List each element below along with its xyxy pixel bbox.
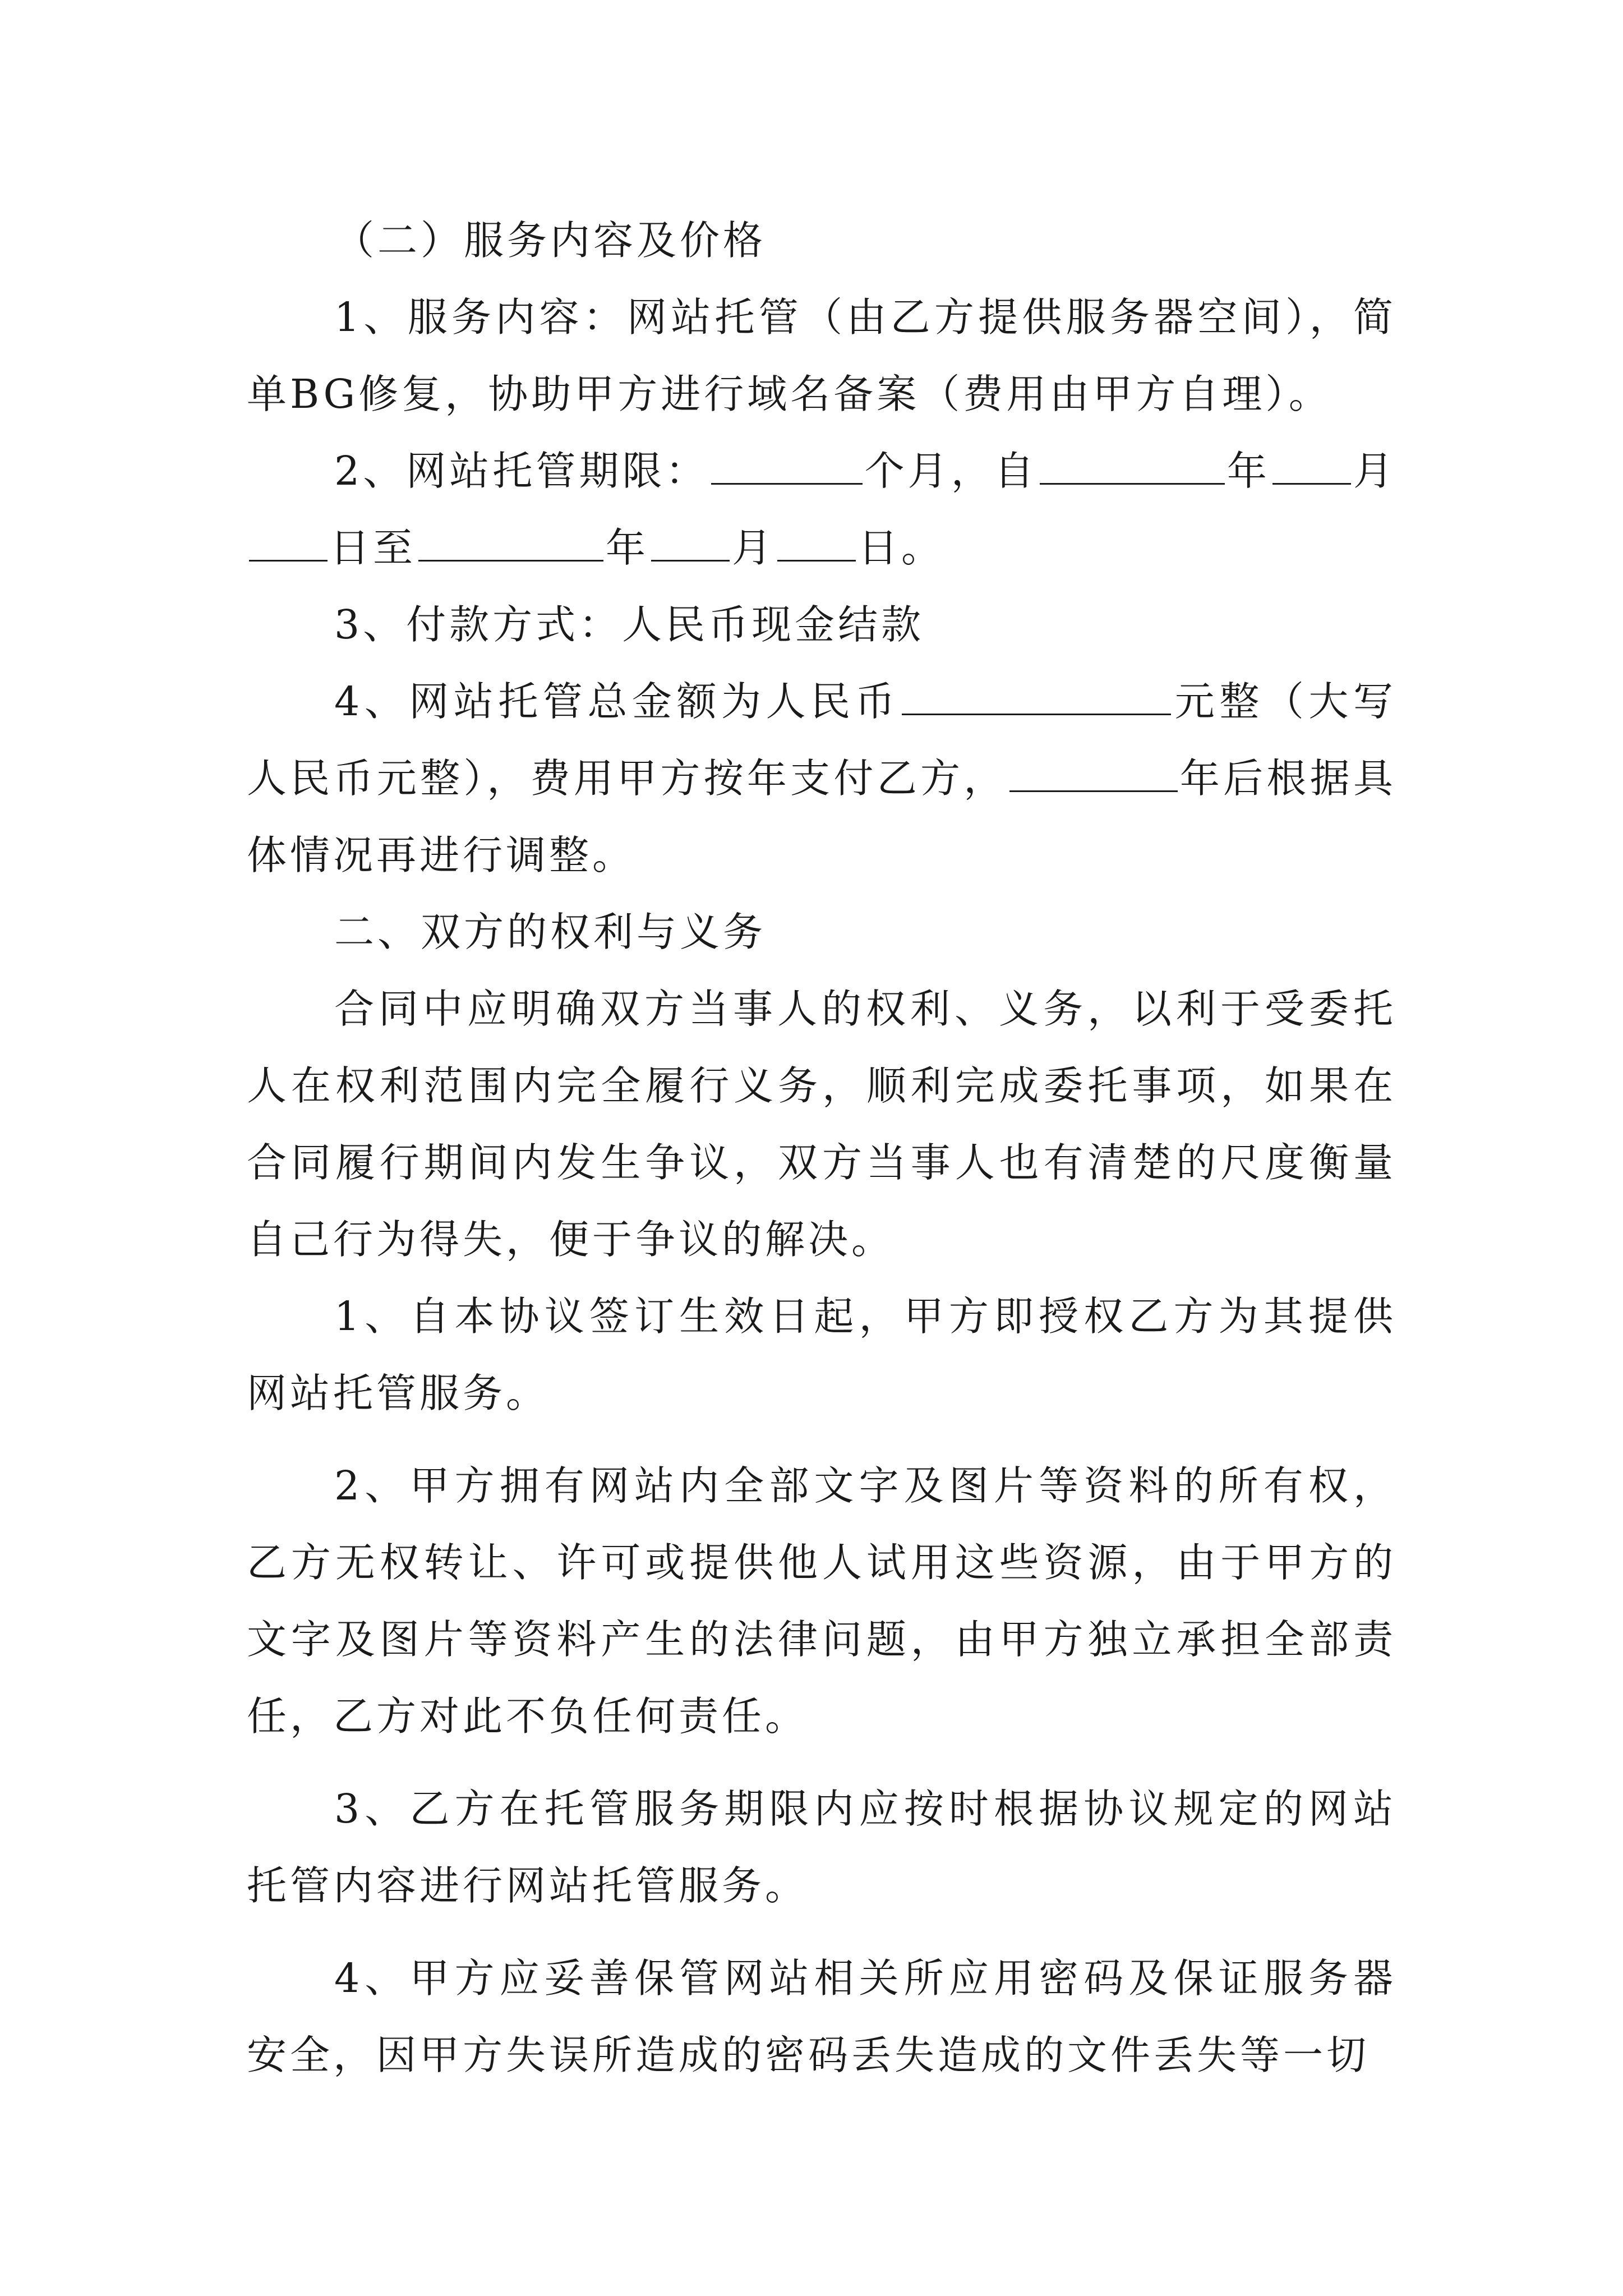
clause-3: 3、乙方在托管服务期限内应按时根据协议规定的网站托管内容进行网站托管服务。 xyxy=(247,1786,1396,1909)
start-year-suffix: 年 xyxy=(1227,448,1270,494)
end-day-blank xyxy=(777,526,856,562)
start-year-blank xyxy=(1040,449,1225,485)
months-suffix: 个月，自 xyxy=(864,448,1038,494)
months-blank xyxy=(711,449,863,485)
end-month-blank xyxy=(651,526,730,562)
amount-middle: 元整（大写人民币元整），费用甲方按年支付乙方， xyxy=(247,678,1396,802)
payment-paragraph: 3、付款方式：人民币现金结款 xyxy=(334,601,925,648)
amount-label: 4、网站托管总金额为人民币 xyxy=(334,678,900,725)
clause-1: 1、自本协议签订生效日起，甲方即授权乙方为其提供网站托管服务。 xyxy=(247,1293,1396,1416)
start-month-suffix: 月 xyxy=(1353,448,1396,494)
section-heading: （二）服务内容及价格 xyxy=(334,217,767,264)
start-day-suffix: 日至 xyxy=(330,524,417,571)
document-body xyxy=(247,202,1396,2093)
service-content-paragraph: 1、服务内容：网站托管（由乙方提供服务器空间），简单BG修复，协助甲方进行域名备案（费用由甲方自理）。 xyxy=(247,294,1396,417)
clause-2: 2、甲方拥有网站内全部文字及图片等资料的所有权，乙方无权转让、许可或提供他人试用这些资源，由于甲方的文字及图片等资料产生的法律问题，由甲方独立承担全部责任，乙方对此不负任何责任。 xyxy=(247,1462,1396,1740)
start-month-blank xyxy=(1272,449,1351,485)
term-label: 2、网站托管期限： xyxy=(334,448,709,494)
end-day-suffix: 日。 xyxy=(858,524,945,571)
years-blank xyxy=(1009,757,1178,792)
end-month-suffix: 月 xyxy=(732,524,776,571)
start-day-blank xyxy=(249,526,328,562)
amount-blank xyxy=(902,680,1171,715)
clause-4: 4、甲方应妥善保管网站相关所应用密码及保证服务器安全，因甲方失误所造成的密码丢失造成的文件丢失等一切 xyxy=(247,1955,1396,2078)
end-year-suffix: 年 xyxy=(606,524,649,571)
rights-heading: 二、双方的权利与义务 xyxy=(334,909,767,955)
amount-paragraph xyxy=(247,663,1396,894)
amount-tail: 年后根据具体情况再进行调整。 xyxy=(247,755,1396,878)
end-year-blank xyxy=(418,526,603,562)
rights-intro-paragraph: 合同中应明确双方当事人的权利、义务，以利于受委托人在权利范围内完全履行义务，顺利完成委托事项，如果在合同履行期间内发生争议，双方当事人也有清楚的尺度衡量自己行为得失，便于争议的解决。 xyxy=(247,986,1396,1263)
term-paragraph xyxy=(247,432,1396,586)
